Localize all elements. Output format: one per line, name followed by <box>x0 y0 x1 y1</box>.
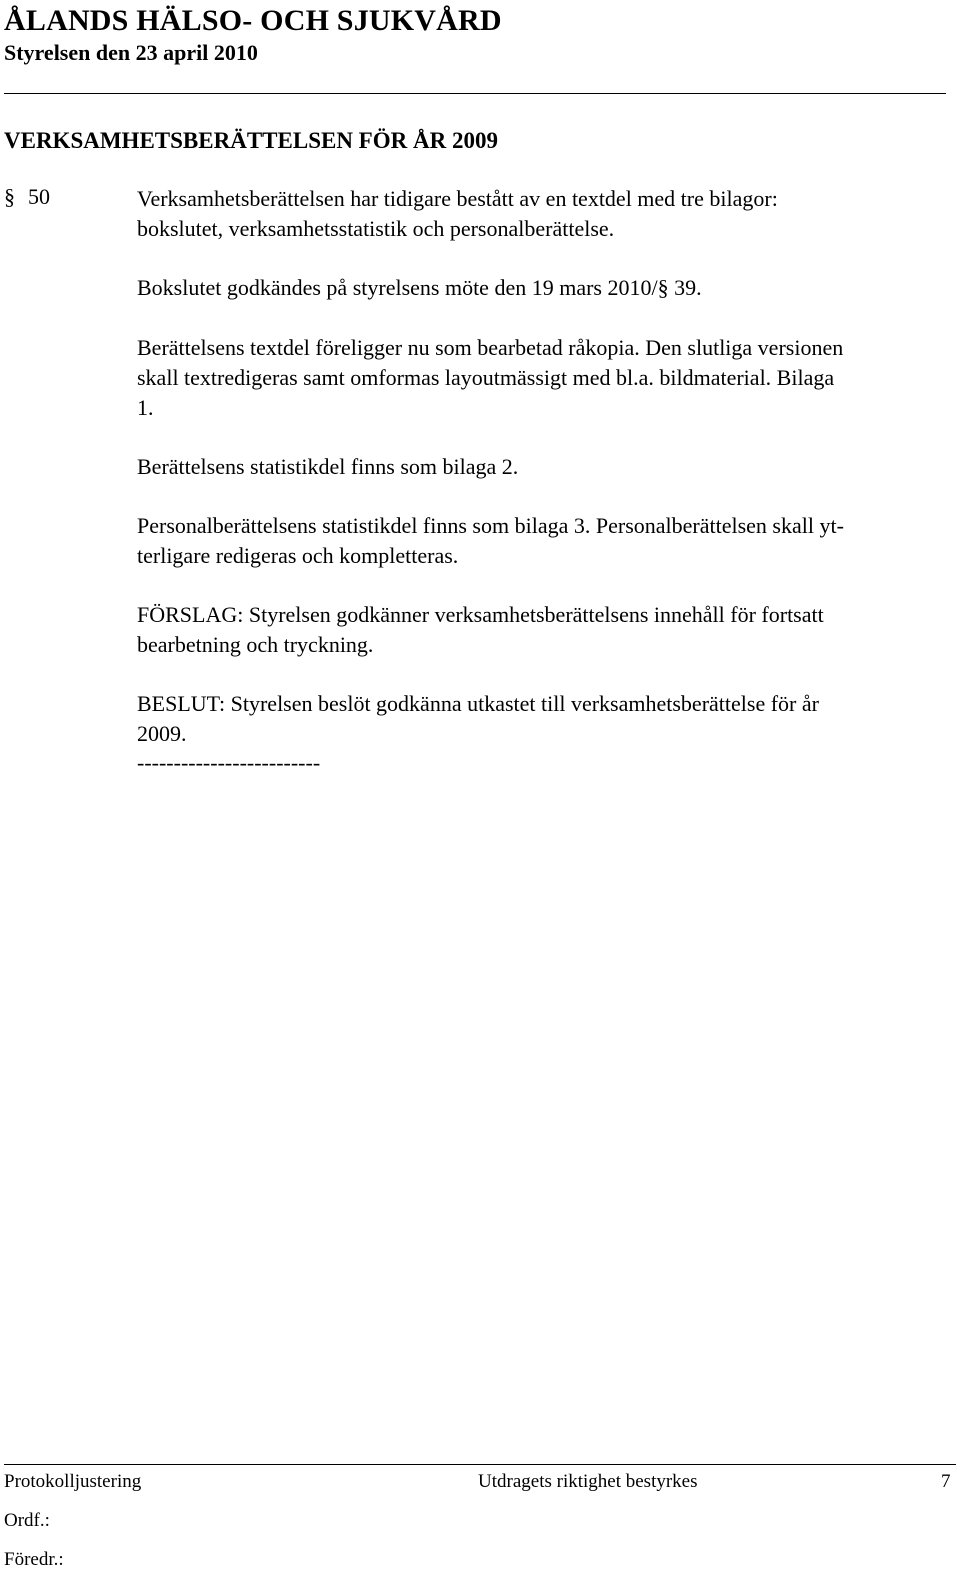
footer-divider <box>4 1464 956 1465</box>
paragraph-sign: § <box>4 184 15 209</box>
body-line: Bokslutet godkändes på styrelsens möte den 19 mars 2010/§ 39. <box>137 275 702 300</box>
body-line: Berättelsens textdel föreligger nu som bearbetad råkopia. Den slutliga versionen <box>137 335 844 360</box>
page-number: 7 <box>941 1471 951 1492</box>
separator-dashes: ------------------------- <box>137 750 321 775</box>
decision-line: BESLUT: Styrelsen beslöt godkänna utkastet till verksamhetsberättelse för år <box>137 691 819 716</box>
body-line: bokslutet, verksamhetsstatistik och personalberättelse. <box>137 216 615 241</box>
body-line: Berättelsens statistikdel finns som bilaga 2. <box>137 454 519 479</box>
organization-title: ÅLANDS HÄLSO- OCH SJUKVÅRD <box>4 4 502 37</box>
body-line: skall textredigeras samt omformas layoutmässigt med bl.a. bildmaterial. Bilaga <box>137 365 835 390</box>
body-line: Verksamhetsberättelsen har tidigare bestått av en textdel med tre bilagor: <box>137 186 778 211</box>
proposal-line: FÖRSLAG: Styrelsen godkänner verksamhetsberättelsens innehåll för fortsatt <box>137 602 824 627</box>
meeting-date: Styrelsen den 23 april 2010 <box>4 40 258 65</box>
body-line: 1. <box>137 395 154 420</box>
paragraph-number: 50 <box>28 184 50 209</box>
header-divider <box>4 93 946 94</box>
protocol-check-label: Protokolljustering <box>4 1471 142 1492</box>
presenter-label: Föredr.: <box>4 1549 64 1570</box>
body-line: Personalberättelsens statistikdel finns som bilaga 3. Personalberättelsen skall yt- <box>137 513 844 538</box>
chair-label: Ordf.: <box>4 1510 50 1531</box>
body-line: terligare redigeras och kompletteras. <box>137 543 459 568</box>
certification-label: Utdragets riktighet bestyrkes <box>478 1471 698 1492</box>
proposal-line: bearbetning och tryckning. <box>137 632 374 657</box>
section-title: VERKSAMHETSBERÄTTELSEN FÖR ÅR 2009 <box>4 128 498 153</box>
decision-line: 2009. <box>137 721 187 746</box>
